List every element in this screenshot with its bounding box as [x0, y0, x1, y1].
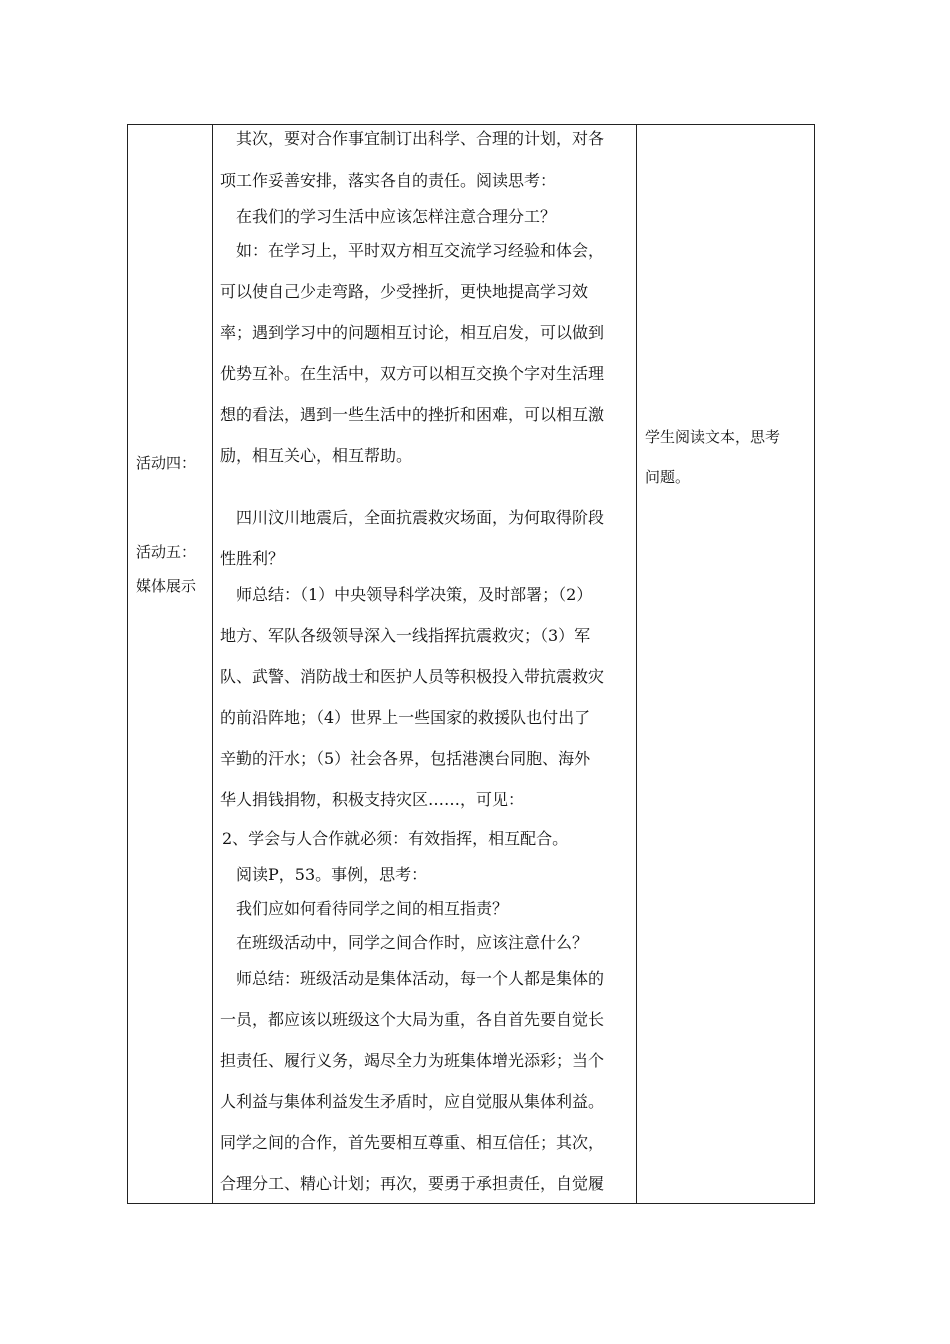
text-line: 可以使自己少走弯路，少受挫折，更快地提高学习效 [220, 282, 589, 301]
text-line: 性胜利？ [220, 549, 285, 568]
media-display-label: 媒体展示 [136, 577, 197, 595]
text-line: 师总结：班级活动是集体活动，每一个人都是集体的 [236, 969, 605, 988]
column-divider-left [212, 125, 213, 1203]
text-line: 优势互补。在生活中，双方可以相互交换个字对生活理 [220, 364, 605, 383]
text-line: 地方、军队各级领导深入一线指挥抗震救灾；（3）军 [220, 626, 591, 645]
student-note-line-2: 问题。 [645, 468, 691, 486]
text-line: 的前沿阵地；（4）世界上一些国家的救援队也付出了 [220, 708, 591, 727]
text-line: 阅读P，53。事例，思考： [236, 865, 428, 884]
text-line: 在班级活动中，同学之间合作时，应该注意什么？ [236, 933, 589, 952]
text-line: 想的看法，遇到一些生活中的挫折和困难，可以相互激 [220, 405, 605, 424]
text-line: 一员，都应该以班级这个大局为重，各自首先要自觉长 [220, 1010, 605, 1029]
text-line: 如：在学习上，平时双方相互交流学习经验和体会， [236, 241, 605, 260]
text-line: 同学之间的合作，首先要相互尊重、相互信任；其次， [220, 1133, 605, 1152]
text-line: 担责任、履行义务，竭尽全力为班集体增光添彩；当个 [220, 1051, 605, 1070]
column-divider-right [636, 125, 637, 1203]
lesson-table [127, 124, 815, 1204]
text-line: 其次，要对合作事宜制订出科学、合理的计划，对各 [236, 129, 605, 148]
text-line: 人利益与集体利益发生矛盾时，应自觉服从集体利益。 [220, 1092, 605, 1111]
text-line: 队、武警、消防战士和医护人员等积极投入带抗震救灾 [220, 667, 605, 686]
text-line: 华人捐钱捐物，积极支持灾区……，可见： [220, 790, 525, 809]
student-note [645, 417, 805, 497]
activity-five-label: 活动五： [136, 543, 197, 561]
activity-four-label: 活动四： [136, 454, 197, 472]
text-line: 在我们的学习生活中应该怎样注意合理分工？ [236, 207, 557, 226]
text-line: 率；遇到学习中的问题相互讨论，相互启发，可以做到 [220, 323, 605, 342]
text-line: 辛勤的汗水；（5）社会各界，包括港澳台同胞、海外 [220, 749, 591, 768]
text-line: 师总结：（1）中央领导科学决策，及时部署；（2） [236, 585, 593, 604]
text-line: 合理分工、精心计划；再次，要勇于承担责任，自觉履 [220, 1174, 605, 1193]
text-line: 四川汶川地震后，全面抗震救灾场面，为何取得阶段 [236, 508, 605, 527]
text-line: 励，相互关心，相互帮助。 [220, 446, 413, 465]
text-line: 2、学会与人合作就必须：有效指挥，相互配合。 [222, 829, 569, 848]
text-line: 项工作妥善安排，落实各自的责任。阅读思考： [220, 171, 557, 190]
student-note-line-1: 学生阅读文本，思考 [645, 428, 781, 446]
text-line: 我们应如何看待同学之间的相互指责？ [236, 899, 509, 918]
